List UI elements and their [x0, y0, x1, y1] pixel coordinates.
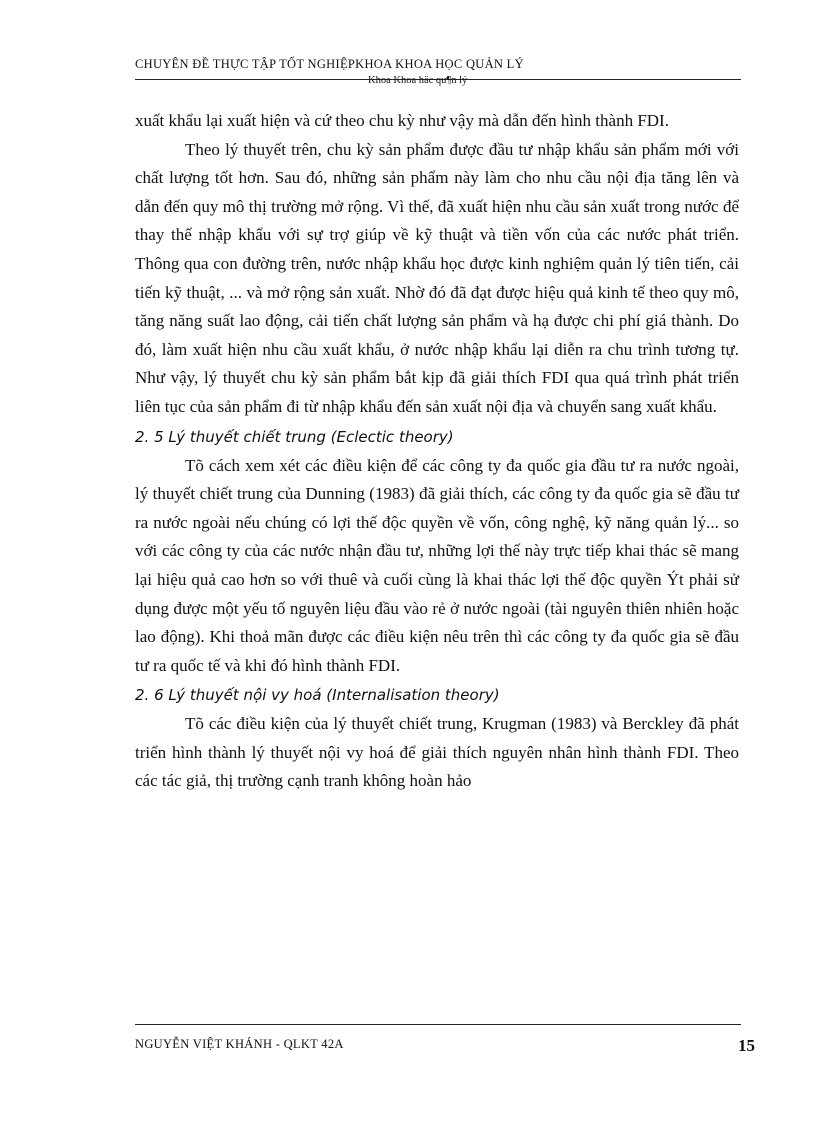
paragraph-4: Tõ các điều kiện của lý thuyết chiết trung, Krugman (1983) và Berckley đã phát triển hình thành lý thuyết nội vy hoá để giải thích nguyên nhân hình thành FDI. Theo các tác giả, thị trường cạnh tranh không hoàn hảo: [135, 714, 739, 791]
page-number: 15: [738, 1036, 755, 1055]
paragraph-1: xuất khẩu lại xuất hiện và cứ theo chu kỳ như vậy mà dẫn đến hình thành FDI.: [135, 111, 669, 130]
header-divider: [135, 79, 741, 80]
paragraph-2: Theo lý thuyết trên, chu kỳ sản phẩm được đầu tư nhập khẩu sản phẩm mới với chất lượng tốt hơn. Sau đó, những sản phẩm này làm cho nhu cầu nội địa tăng lên và dẫn đến quy mô thị trường mở rộng. Vì thế, đã xuất hiện nhu cầu sản xuất trong nước để thay thế nhập khẩu với sự trợ giúp về kỹ thuật và tiền vốn của các nước phát triển. Thông qua con đường trên, nước nhập khẩu học được kinh nghiệm quản lý tiên tiến, cải tiến kỹ thuật, ... và mở rộng sản xuất. Nhờ đó đã đạt được hiệu quả kinh tế theo quy mô, tăng năng suất lao động, cải tiến chất lượng sản phẩm và hạ được chi phí giá thành. Do đó, làm xuất hiện nhu cầu xuất khẩu, ở nước nhập khẩu lại diễn ra chu trình tương tự. Như vậy, lý thuyết chu kỳ sản phẩm bắt kịp đã giải thích FDI qua quá trình phát triển liên tục của sản phẩm đi từ nhập khẩu đến sản xuất nội địa và chuyển sang xuất khẩu.: [135, 139, 739, 416]
section-heading-2-6: 2. 6 Lý thuyết nội vy hoá (Internalisation theory): [135, 686, 500, 705]
footer-divider: [135, 1024, 741, 1025]
header-title: CHUYÊN ĐỀ THỰC TẬP TỐT NGHIỆPKHOA KHOA HỌC QUẢN LÝ: [135, 57, 524, 71]
footer-author: NGUYỄN VIỆT KHÁNH - QLKT 42A: [135, 1037, 344, 1051]
section-heading-2-5: 2. 5 Lý thuyết chiết trung (Eclectic theory): [135, 427, 454, 446]
header-subtitle: Khoa Khoa häc qu¶n lý: [368, 75, 468, 86]
body-text: [135, 107, 739, 796]
paragraph-3: Tõ cách xem xét các điều kiện để các công ty đa quốc gia đầu tư ra nước ngoài, lý thuyết chiết trung của Dunning (1983) đã giải thích, các công ty đa quốc gia sẽ đầu tư ra nước ngoài nếu chúng có lợi thế độc quyền về vốn, công nghệ, kỹ năng quản lý... so với các công ty của các nước nhận đầu tư, những lợi thế này trực tiếp khai thác sẽ mang lại hiệu quả cao hơn so với thuê và cuối cùng là khai thác lợi thế độc quyền Ýt phải sử dụng được một yếu tố nguyên liệu đầu vào rẻ ở nước ngoài (tài nguyên thiên nhiên hoặc lao động). Khi thoả mãn được các điều kiện nêu trên thì các công ty đa quốc gia sẽ đầu tư ra quốc tế và khi đó hình thành FDI.: [135, 455, 739, 675]
